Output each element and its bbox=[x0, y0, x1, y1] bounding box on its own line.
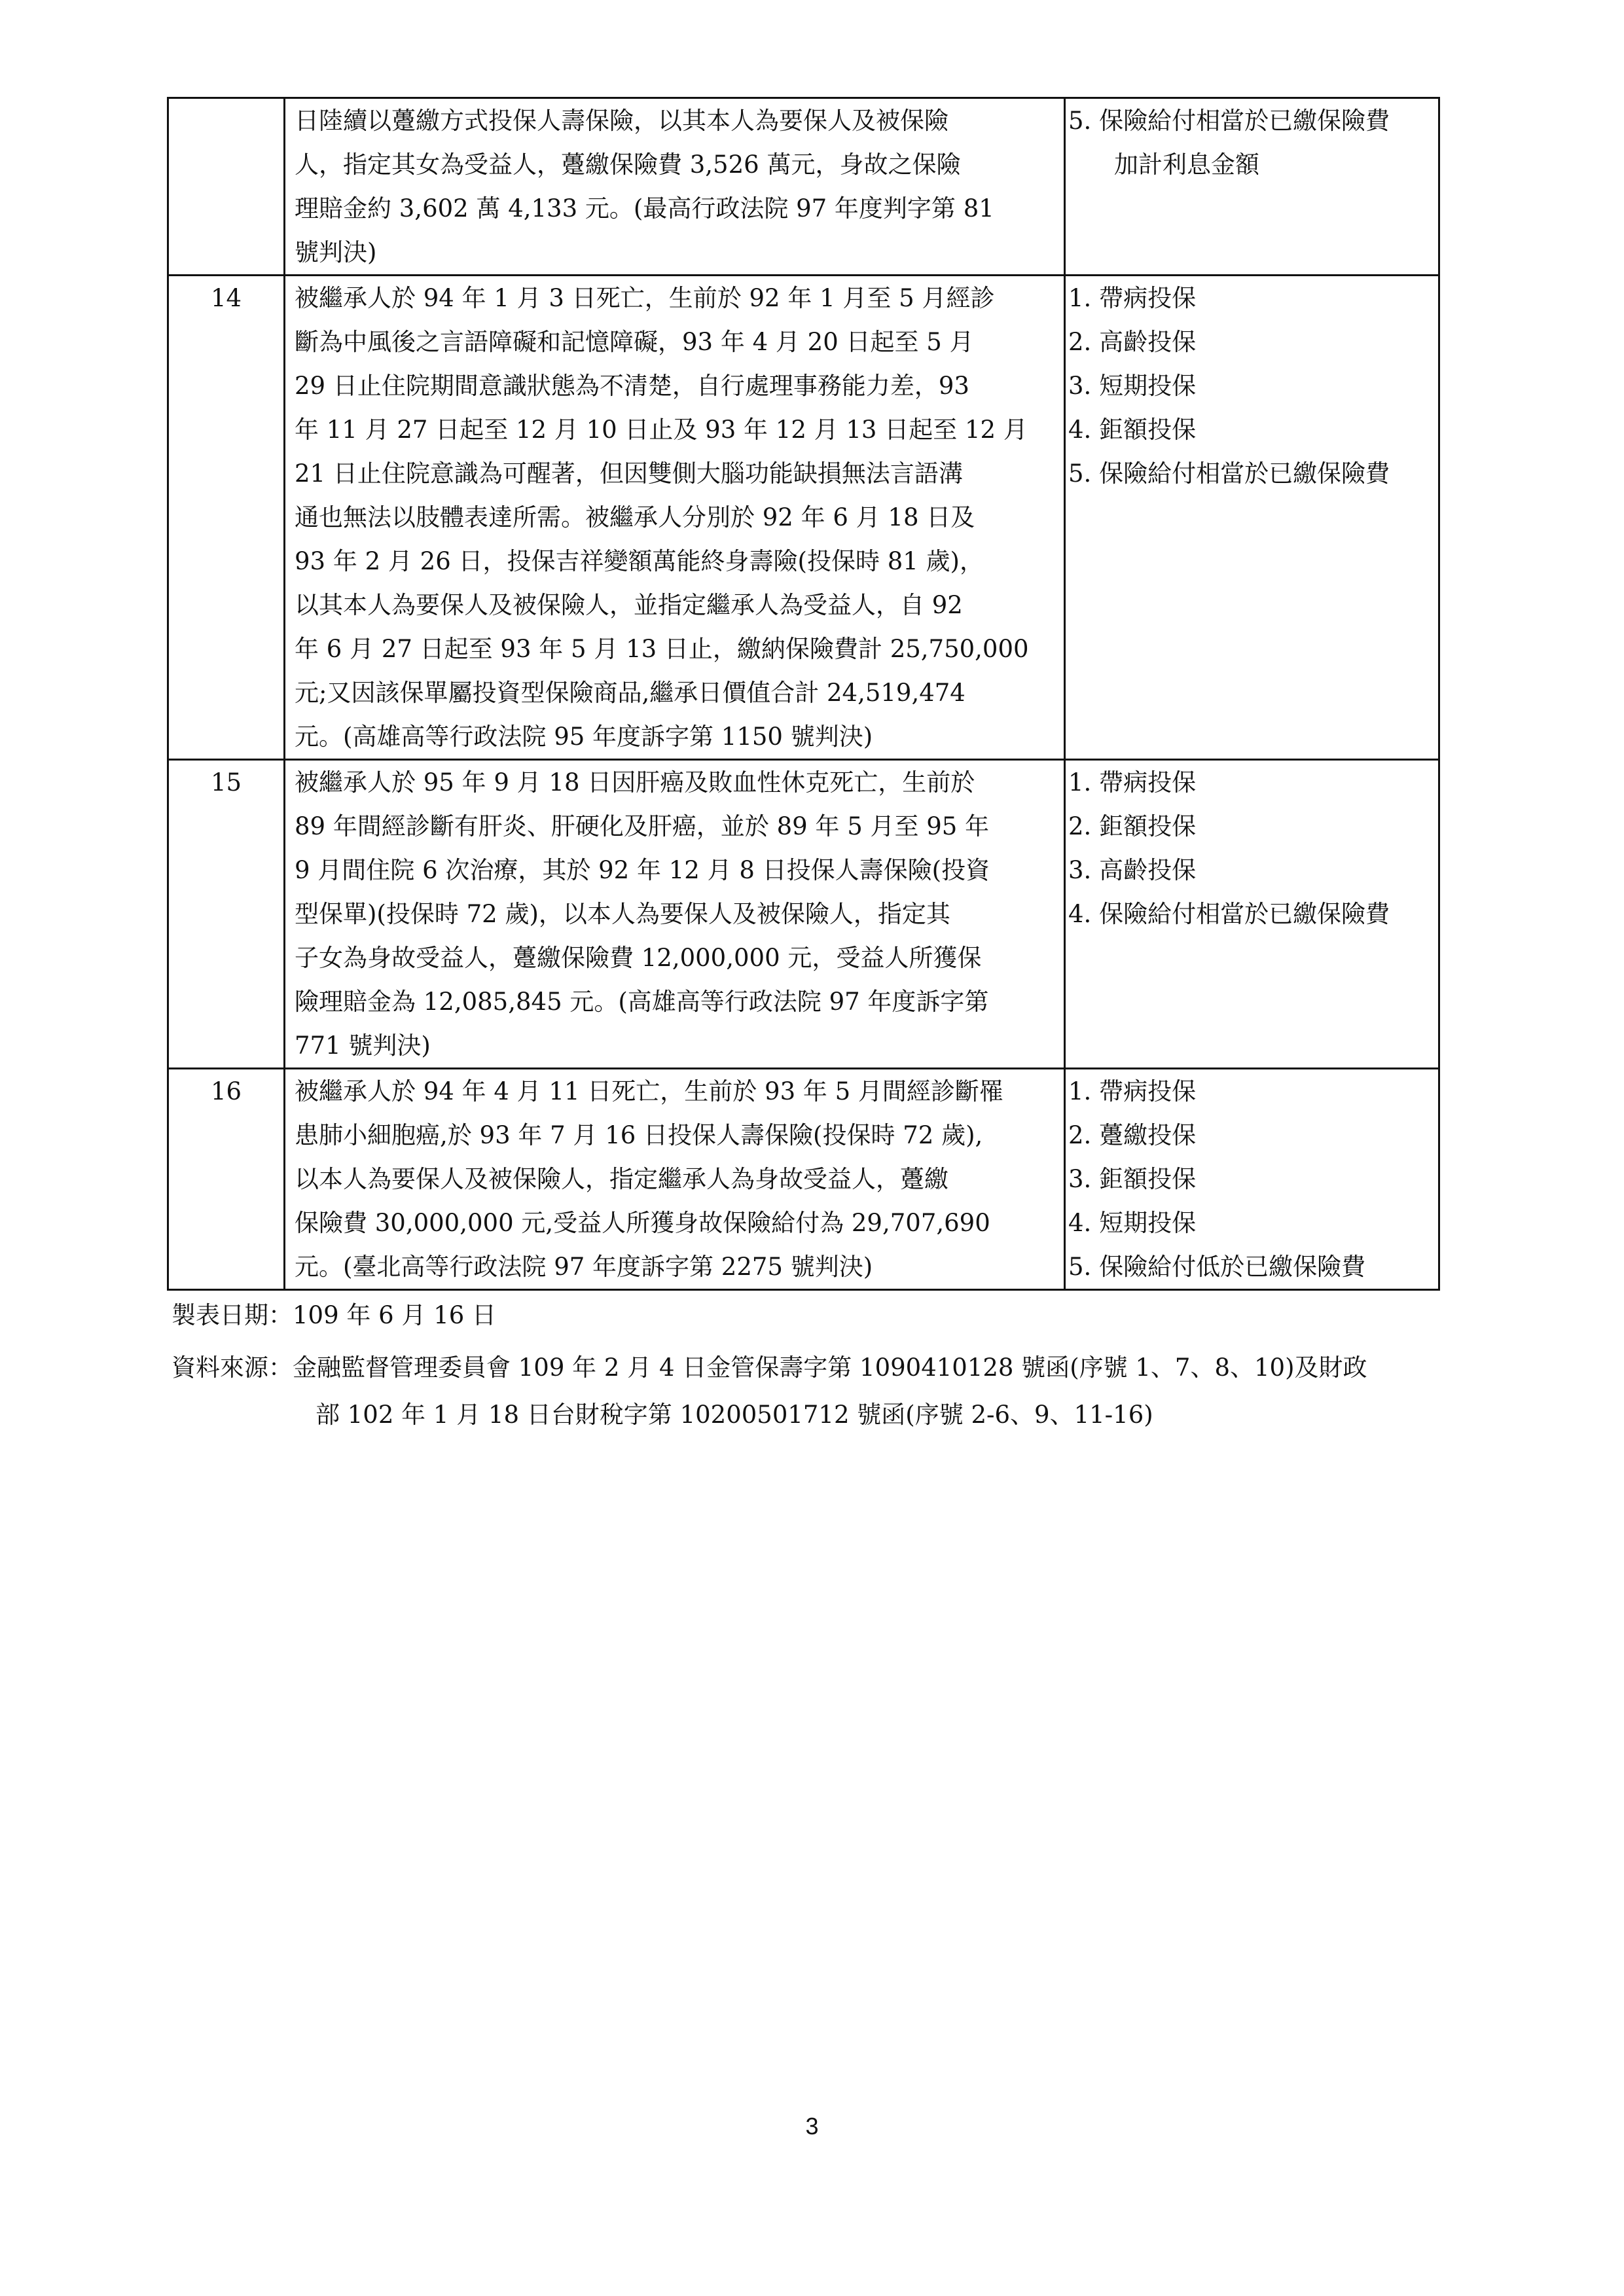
case-line: 元。(高雄高等行政法院 95 年度訴字第 1150 號判決) bbox=[295, 723, 873, 751]
table-row bbox=[168, 760, 1439, 1069]
case-line: 被繼承人於 94 年 4 月 11 日死亡，生前於 93 年 5 月間經診斷罹 bbox=[295, 1077, 1003, 1105]
case-line: 21 日止住院意識為可醒著，但因雙側大腦功能缺損無法言語溝 bbox=[295, 459, 963, 488]
case-description-cell bbox=[285, 98, 1065, 276]
case-line: 被繼承人於 95 年 9 月 18 日因肝癌及敗血性休克死亡，生前於 bbox=[295, 768, 975, 797]
case-line: 通也無法以肢體表達所需。被繼承人分別於 92 年 6 月 18 日及 bbox=[295, 503, 975, 531]
category-item: 3. 高齡投保 bbox=[1068, 856, 1197, 884]
category-item: 1. 帶病投保 bbox=[1068, 1077, 1197, 1105]
case-line: 斷為中風後之言語障礙和記憶障礙，93 年 4 月 20 日起至 5 月 bbox=[295, 328, 974, 356]
case-line: 29 日止住院期間意識狀態為不清楚，自行處理事務能力差，93 bbox=[295, 372, 969, 400]
case-line: 年 6 月 27 日起至 93 年 5 月 13 日止，繳納保險費計 25,750,000 bbox=[295, 635, 1029, 663]
page-number: 3 bbox=[805, 2113, 819, 2140]
row-number-cell: 14 bbox=[168, 276, 285, 760]
data-source-line-2: 部 102 年 1 月 18 日台財稅字第 10200501712 號函(序號 2-6、9、11-16) bbox=[316, 1401, 1153, 1429]
category-item: 3. 鉅額投保 bbox=[1068, 1165, 1197, 1193]
case-table-body bbox=[168, 98, 1439, 1290]
case-line: 以其本人為要保人及被保險人，並指定繼承人為受益人，自 92 bbox=[295, 591, 963, 619]
category-item: 2. 鉅額投保 bbox=[1068, 812, 1197, 840]
case-line: 被繼承人於 94 年 1 月 3 日死亡，生前於 92 年 1 月至 5 月經診 bbox=[295, 284, 995, 312]
category-item: 4. 保險給付相當於已繳保險費 bbox=[1068, 900, 1390, 928]
case-table bbox=[167, 97, 1440, 1291]
category-item: 1. 帶病投保 bbox=[1068, 768, 1197, 797]
case-description-cell bbox=[285, 1069, 1065, 1290]
case-line: 子女為身故受益人，躉繳保險費 12,000,000 元，受益人所獲保 bbox=[295, 944, 982, 972]
table-row bbox=[168, 276, 1439, 760]
case-line: 保險費 30,000,000 元,受益人所獲身故保險給付為 29,707,690 bbox=[295, 1209, 990, 1237]
case-line: 人，指定其女為受益人，躉繳保險費 3,526 萬元，身故之保險 bbox=[295, 151, 961, 179]
data-source-line-1: 資料來源：金融監督管理委員會 109 年 2 月 4 日金管保壽字第 1090410128 號函(序號 1、7、8、10)及財政 bbox=[171, 1354, 1367, 1382]
case-description-cell bbox=[285, 276, 1065, 760]
case-line: 日陸續以躉繳方式投保人壽保險，以其本人為要保人及被保險 bbox=[295, 107, 948, 135]
category-cell bbox=[1065, 1069, 1439, 1290]
case-line: 元。(臺北高等行政法院 97 年度訴字第 2275 號判決) bbox=[295, 1253, 873, 1281]
row-number-cell bbox=[168, 98, 285, 276]
category-item: 4. 鉅額投保 bbox=[1068, 416, 1197, 444]
row-number-cell: 15 bbox=[168, 760, 285, 1069]
case-line: 年 11 月 27 日起至 12 月 10 日止及 93 年 12 月 13 日起至 12 月 bbox=[295, 416, 1028, 444]
category-item: 4. 短期投保 bbox=[1068, 1209, 1197, 1237]
table-row bbox=[168, 1069, 1439, 1290]
case-line: 理賠金約 3,602 萬 4,133 元。(最高行政法院 97 年度判字第 81 bbox=[295, 194, 994, 223]
case-line: 險理賠金為 12,085,845 元。(高雄高等行政法院 97 年度訴字第 bbox=[295, 988, 989, 1016]
case-line: 元;又因該保單屬投資型保險商品,繼承日價值合計 24,519,474 bbox=[295, 679, 965, 707]
category-item: 5. 保險給付相當於已繳保險費 bbox=[1068, 107, 1390, 135]
category-cell bbox=[1065, 276, 1439, 760]
case-line: 93 年 2 月 26 日，投保吉祥變額萬能終身壽險(投保時 81 歲)， bbox=[295, 547, 984, 575]
category-item: 1. 帶病投保 bbox=[1068, 284, 1197, 312]
case-line: 以本人為要保人及被保險人，指定繼承人為身故受益人，躉繳 bbox=[295, 1165, 948, 1193]
case-line: 89 年間經診斷有肝炎、肝硬化及肝癌，並於 89 年 5 月至 95 年 bbox=[295, 812, 990, 840]
case-line: 患肺小細胞癌,於 93 年 7 月 16 日投保人壽保險(投保時 72 歲), bbox=[295, 1121, 983, 1149]
row-number-cell: 16 bbox=[168, 1069, 285, 1290]
category-item: 2. 躉繳投保 bbox=[1068, 1121, 1197, 1149]
category-item: 加計利息金額 bbox=[1114, 151, 1259, 179]
table-row bbox=[168, 98, 1439, 276]
case-line: 771 號判決) bbox=[295, 1031, 431, 1060]
case-line: 9 月間住院 6 次治療，其於 92 年 12 月 8 日投保人壽保險(投資 bbox=[295, 856, 990, 884]
category-item: 2. 高齡投保 bbox=[1068, 328, 1197, 356]
category-item: 5. 保險給付相當於已繳保險費 bbox=[1068, 459, 1390, 488]
category-cell bbox=[1065, 760, 1439, 1069]
case-description-cell bbox=[285, 760, 1065, 1069]
category-cell bbox=[1065, 98, 1439, 276]
case-line: 號判決) bbox=[295, 238, 377, 266]
category-item: 3. 短期投保 bbox=[1068, 372, 1197, 400]
category-item: 5. 保險給付低於已繳保險費 bbox=[1068, 1253, 1366, 1281]
table-made-date: 製表日期：109 年 6 月 16 日 bbox=[171, 1301, 497, 1329]
case-line: 型保單)(投保時 72 歲)，以本人為要保人及被保險人，指定其 bbox=[295, 900, 950, 928]
